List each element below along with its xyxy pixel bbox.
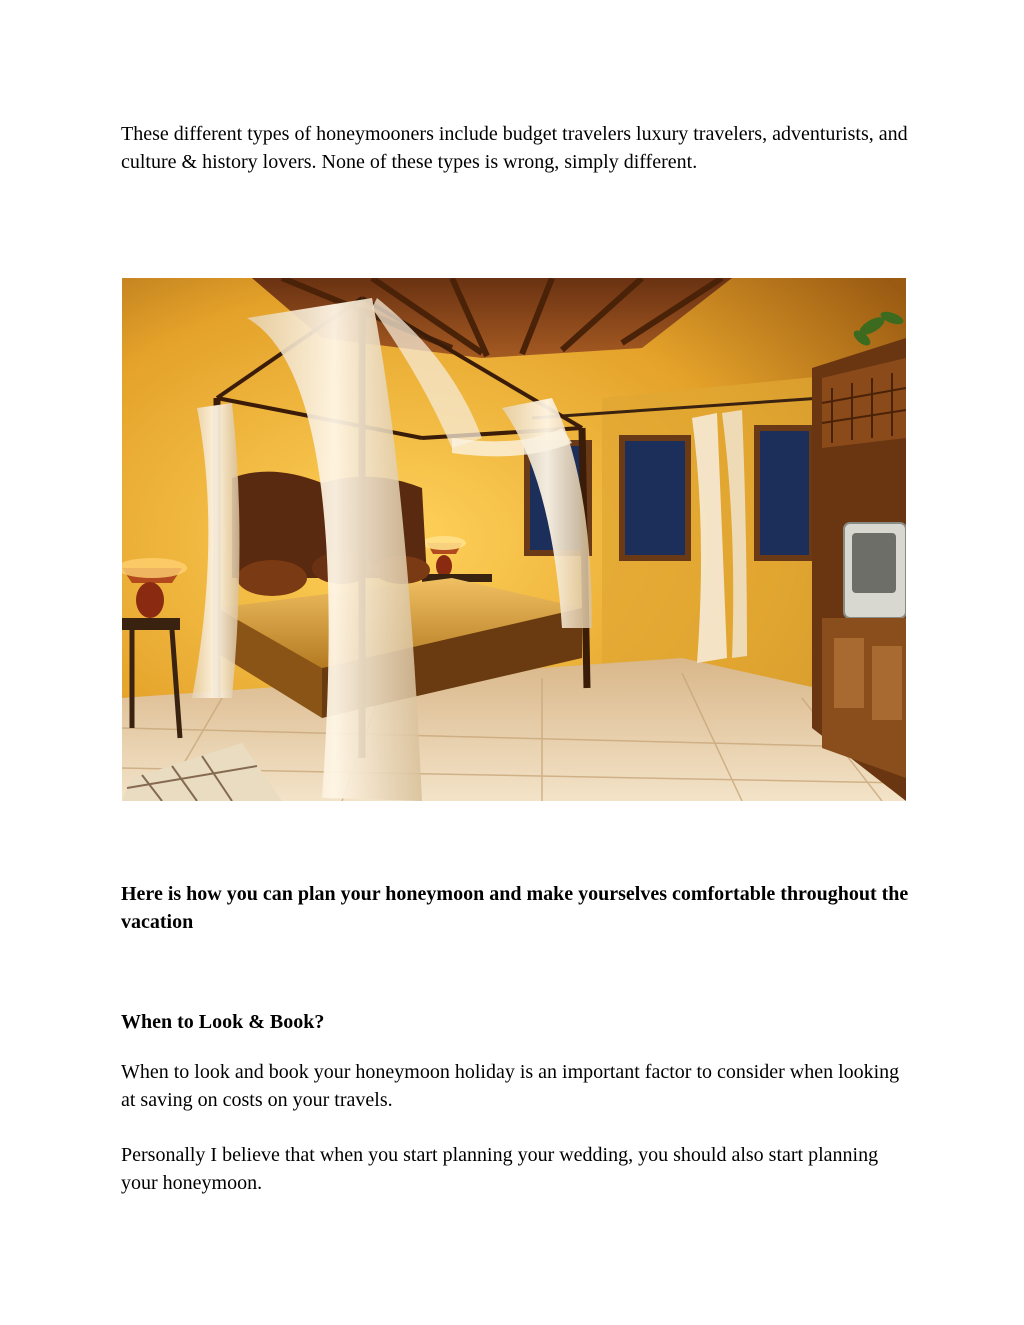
when-to-look-heading: When to Look & Book?: [121, 1011, 325, 1033]
right-window: [757, 428, 812, 558]
planning-paragraph: Personally I believe that when you start planning your wedding, you should also start planning your honeymoon.: [121, 1144, 879, 1194]
middle-window: [622, 438, 688, 558]
plan-honeymoon-heading: Here is how you can plan your honeymoon and make yourselves comfortable throughout the vacation: [121, 883, 909, 933]
canopy-bed-room-photo: [122, 278, 906, 801]
pillow: [237, 560, 307, 596]
when-to-look-paragraph: When to look and book your honeymoon holiday is an important factor to consider when looking at saving on costs on your travels.: [121, 1061, 900, 1111]
left-lamp-base: [136, 582, 164, 618]
intro-paragraph: These different types of honeymooners include budget travelers luxury travelers, adventurists, and culture & history lovers. None of these types is wrong, simply different.: [121, 123, 908, 173]
